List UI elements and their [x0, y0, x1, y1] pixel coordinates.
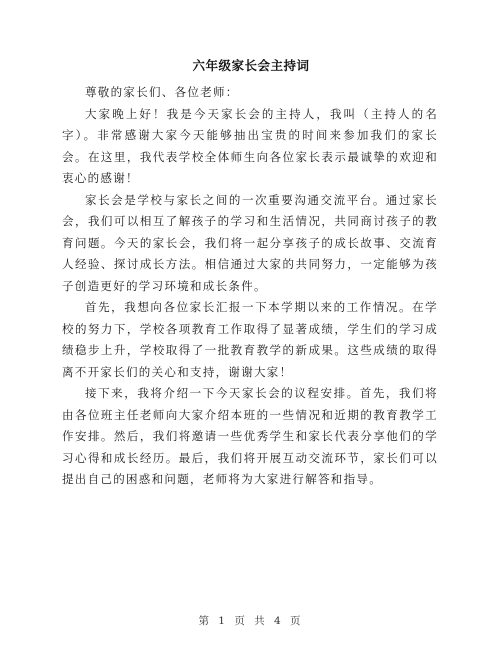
- paragraph-3: 首先，我想向各位家长汇报一下本学期以来的工作情况。在学校的努力下，学校各项教育工作取得了显著成绩，学生们的学习成绩稳步上升，学校取得了一批教育教学的新成果。这些成绩的取得离不开家长们的关心和支持，谢谢大家！: [62, 300, 438, 379]
- document-title: 六年级家长会主持词: [192, 58, 310, 73]
- paragraph-4: 接下来，我将介绍一下今天家长会的议程安排。首先，我们将由各位班主任老师向大家介绍本班的一些情况和近期的教育教学工作安排。然后，我们将邀请一些优秀学生和家长代表分享他们的学习心得和成长经历。最后，我们将开展互动交流环节，家长们可以提出自己的困惑和问题，老师将为大家进行解答和指导。: [62, 386, 438, 486]
- paragraph-2: 家长会是学校与家长之间的一次重要沟通交流平台。通过家长会，我们可以相互了解孩子的学习和生活情况，共同商讨孩子的教育问题。今天的家长会，我们将一起分享孩子的成长故事、交流育人经验、探讨成长方法。相信通过大家的共同努力，一定能够为孩子创造更好的学习环境和成长条件。: [62, 192, 438, 293]
- paragraph-1: 大家晚上好！我是今天家长会的主持人，我叫（主持人的名字）。非常感谢大家今天能够抽出宝贵的时间来参加我们的家长会。在这里，我代表学校全体师生向各位家长表示最诚挚的欢迎和衷心的感谢！: [62, 106, 438, 185]
- document-body: [62, 82, 438, 491]
- salutation: 尊敬的家长们、各位老师：: [85, 85, 239, 99]
- page-number: 第 1 页 共 4 页: [198, 615, 304, 627]
